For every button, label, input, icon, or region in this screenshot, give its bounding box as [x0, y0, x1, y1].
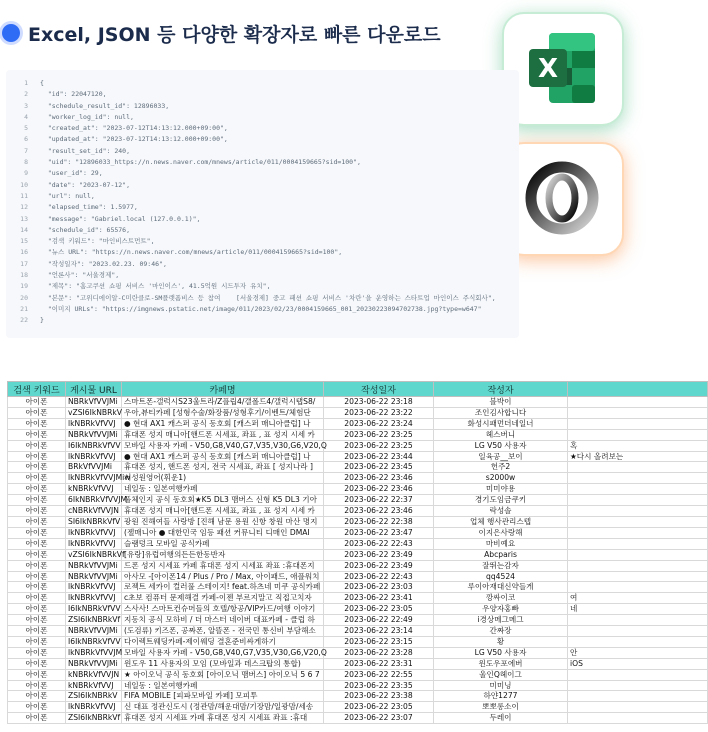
table-cell: 스마트폰-갤럭시S23울트라/Z플립4/갤폴드4/갤럭시탭S8/ — [122, 397, 324, 408]
table-cell: 헌주2 — [434, 462, 568, 473]
table-cell — [568, 473, 708, 484]
table-row — [8, 397, 708, 408]
table-cell: 네 — [568, 604, 708, 615]
table-cell: 2023-06-22 23:35 — [324, 680, 434, 691]
table-row — [8, 593, 708, 604]
code-text: "elapsed_time": 1.5977, — [40, 203, 138, 212]
table-cell: 윈도우포에버 — [434, 658, 568, 669]
code-line — [6, 281, 519, 292]
table-cell: 울인Q헤이그 — [434, 669, 568, 680]
table-cell: 로젝트 세카이 컬러풀 스테이지! feat.하츠네 미쿠 공식카페 — [122, 582, 324, 593]
table-cell: 2023-06-22 23:24 — [324, 418, 434, 429]
table-row — [8, 680, 708, 691]
table-cell — [568, 702, 708, 713]
table-cell: 2023-06-22 23:15 — [324, 636, 434, 647]
table-cell: 2023-06-22 23:05 — [324, 702, 434, 713]
code-text: } — [40, 316, 44, 325]
table-cell — [568, 636, 708, 647]
table-cell: kNBRkVfVVJ — [66, 680, 122, 691]
table-cell: 경기도임금쿠키 — [434, 495, 568, 506]
table-cell: 락성솔 — [434, 506, 568, 517]
line-number: 6 — [24, 135, 28, 144]
table-cell: lkNBRkVfVVJ — [66, 527, 122, 538]
json-download-card[interactable] — [502, 142, 624, 256]
table-cell: 휴대폰 성지 매니아[핸드폰 시세표, 좌표 , 표 성지 시세 카 — [122, 506, 324, 517]
table-cell: 업체 행사관리스텝 — [434, 516, 568, 527]
table-cell: kNBRkVfVVJ — [66, 484, 122, 495]
table-cell: vZSI6IkNBRkVf — [66, 549, 122, 560]
table-cell: lkNBRkVfVVJMiw — [66, 473, 122, 484]
table-cell: I6IkNBRkVfVV — [66, 440, 122, 451]
table-cell — [568, 462, 708, 473]
table-row — [8, 604, 708, 615]
table-cell: 드폰 성지 시세표 카페 휴대폰 성지 시세표 좌표 :휴대폰지 — [122, 560, 324, 571]
column-header: 검색 키워드 — [8, 382, 66, 397]
table-row — [8, 702, 708, 713]
table-cell — [568, 571, 708, 582]
code-text: "schedule_result_id": 12896033, — [40, 101, 170, 110]
table-cell: 아이폰 — [8, 429, 66, 440]
table-cell: ZSI6IkNBRkVf — [66, 713, 122, 724]
table-cell: 2023-06-22 23:41 — [324, 593, 434, 604]
table-cell: lkNBRkVfVVJ — [66, 418, 122, 429]
table-cell: NBRkVfVVJMi — [66, 658, 122, 669]
line-number: 15 — [20, 237, 28, 246]
table-cell: 아이폰 — [8, 506, 66, 517]
table-row — [8, 451, 708, 462]
table-cell: iOS — [568, 658, 708, 669]
table-cell: 네일동 : 일본여행카페 — [122, 680, 324, 691]
table-row — [8, 615, 708, 626]
table-cell: 혹 — [568, 440, 708, 451]
table-row — [8, 571, 708, 582]
code-text: "제목": "홈고쿠션 쇼핑 서비스 '마인이스', 41.5억원 시드투자 유치", — [40, 282, 271, 291]
table-cell: 서성원영어(휘운1) — [122, 473, 324, 484]
table-cell: 미미닝 — [434, 680, 568, 691]
table-cell: lkNBRkVfVVJ — [66, 593, 122, 604]
code-line — [6, 304, 519, 315]
table-cell: 이지은사랑해 — [434, 527, 568, 538]
table-cell: 아이폰 — [8, 713, 66, 724]
table-cell: ● 현대 AX1 캐스퍼 공식 동호회 [캐스퍼 매니아클럽] 나 — [122, 418, 324, 429]
code-text: "result_set_id": 240, — [40, 146, 131, 155]
code-line — [6, 123, 519, 134]
table-cell: 아이폰 — [8, 473, 66, 484]
result-table — [7, 381, 708, 724]
table-row — [8, 582, 708, 593]
table-cell — [568, 397, 708, 408]
column-header: 작성일자 — [324, 382, 434, 397]
table-cell: 아이폰 — [8, 538, 66, 549]
code-text: "schedule_id": 65576, — [40, 225, 131, 234]
table-cell — [568, 516, 708, 527]
table-cell: 아이폰 — [8, 440, 66, 451]
table-row — [8, 527, 708, 538]
table-cell: 간짜장 — [434, 626, 568, 637]
table-cell — [568, 549, 708, 560]
table-cell: 아사모 -[아이폰14 / Plus / Pro / Max, 아이패드, 애플워치 — [122, 571, 324, 582]
code-line — [6, 259, 519, 270]
table-cell: 2023-06-22 23:22 — [324, 407, 434, 418]
table-row — [8, 506, 708, 517]
table-row — [8, 418, 708, 429]
table-cell: 휴대폰 성지 시세표 카페 휴대폰 성지 시세표 좌표 :휴대 — [122, 713, 324, 724]
code-text: { — [40, 79, 44, 87]
line-number: 8 — [24, 158, 28, 167]
code-text: "updated_at": "2023-07-12T14:13:12.000+09:00", — [40, 135, 228, 144]
table-cell: cNBRkVfVVJN — [66, 506, 122, 517]
table-cell — [568, 560, 708, 571]
table-cell: kNBRkVfVVJN — [66, 669, 122, 680]
table-cell: 2023-06-22 22:43 — [324, 571, 434, 582]
table-cell: NBRkVfVVJMi — [66, 571, 122, 582]
code-text: "worker_log_id": null, — [40, 112, 134, 121]
table-row — [8, 484, 708, 495]
table-cell: 아이폰 — [8, 407, 66, 418]
table-cell: 아이폰 — [8, 647, 66, 658]
table-cell: 우아,뷰티카페 [성형수술/화장품/성형후기/이벤트/체험단 — [122, 407, 324, 418]
table-cell: 황 — [434, 636, 568, 647]
table-cell: lkNBRkVfVVJ — [66, 582, 122, 593]
line-number: 1 — [24, 79, 28, 87]
table-cell — [568, 418, 708, 429]
line-number: 10 — [20, 180, 28, 189]
table-cell: 여 — [568, 593, 708, 604]
line-number: 2 — [24, 90, 28, 99]
table-cell — [568, 506, 708, 517]
code-text: "이미지 URLs": "https://imgnews.pstatic.net/image/011/2023/02/23/0004159665_001_20230223094702738.jpg?type=w647" — [40, 304, 482, 313]
table-cell: 2023-06-22 23:14 — [324, 626, 434, 637]
line-number: 18 — [20, 271, 28, 280]
table-cell: 루이아재대신약들게 — [434, 582, 568, 593]
table-cell: 아이폰 — [8, 669, 66, 680]
code-text: "작성일자": "2023.02.23. 09:46", — [40, 259, 167, 268]
excel-download-card[interactable] — [502, 12, 624, 126]
table-cell: 안 — [568, 647, 708, 658]
table-cell: ★다시 올려보는 — [568, 451, 708, 462]
table-cell: 아이폰 — [8, 527, 66, 538]
table-cell: 2023-06-22 23:25 — [324, 429, 434, 440]
table-cell — [568, 538, 708, 549]
table-cell: 하얀1277 — [434, 691, 568, 702]
table-cell: I6IkNBRkVfVV — [66, 636, 122, 647]
table-row — [8, 516, 708, 527]
table-row — [8, 549, 708, 560]
table-cell: 아이폰 — [8, 397, 66, 408]
table-cell: 네일동 : 일본여행카페 — [122, 484, 324, 495]
code-line — [6, 236, 519, 247]
table-cell: [유랑]유럽여행의든든한동반자 — [122, 549, 324, 560]
bullet-dot-icon — [2, 24, 20, 42]
table-cell — [568, 626, 708, 637]
code-line — [6, 247, 519, 258]
code-line — [6, 112, 519, 123]
line-number: 21 — [20, 304, 28, 313]
table-row — [8, 658, 708, 669]
table-cell: 아이폰 — [8, 680, 66, 691]
table-cell — [568, 680, 708, 691]
line-number: 5 — [24, 124, 28, 133]
table-cell: 아이폰 — [8, 495, 66, 506]
table-cell: 잘뛰는감자 — [434, 560, 568, 571]
table-cell: 2023-06-22 23:46 — [324, 484, 434, 495]
table-cell — [568, 407, 708, 418]
table-row — [8, 626, 708, 637]
table-cell: 조인김사합니다 — [434, 407, 568, 418]
table-cell: lkNBRkVfVVJ — [66, 538, 122, 549]
table-cell: ZSI6IkNBRkV — [66, 691, 122, 702]
table-cell: 모바일 사용자 카페 - V50,G8,V40,G7,V35,V30,G6,V20,Q — [122, 647, 324, 658]
table-cell: 두레이 — [434, 713, 568, 724]
svg-text:X: X — [537, 54, 559, 84]
json-icon — [523, 159, 601, 237]
line-number: 12 — [20, 203, 28, 212]
table-cell: 아이폰 — [8, 484, 66, 495]
table-row — [8, 473, 708, 484]
json-code-preview — [6, 70, 519, 338]
table-cell: 아이폰 — [8, 462, 66, 473]
table-cell: 뽀뽀롱소이 — [434, 702, 568, 713]
table-cell: s2000w — [434, 473, 568, 484]
table-cell: Abcparis — [434, 549, 568, 560]
table-cell: 아이폰 — [8, 626, 66, 637]
table-cell: 모바일 사용자 카페 - V50,G8,V40,G7,V35,V30,G6,V20,Q — [122, 440, 324, 451]
table-cell: FIFA MOBILE [피파모바일 카페] 모피투 — [122, 691, 324, 702]
code-line — [6, 315, 519, 326]
table-cell: NBRkVfVVJMi — [66, 626, 122, 637]
table-cell: 아이폰 — [8, 451, 66, 462]
code-text: "created_at": "2023-07-12T14:13:12.000+09:00", — [40, 124, 228, 133]
table-cell: 스사사! 스마트컨슈머들의 호텔/항공/VIP카드/여행 이야기 — [122, 604, 324, 615]
table-cell: i경상메그메그 — [434, 615, 568, 626]
table-row — [8, 713, 708, 724]
column-header: 카페명 — [122, 382, 324, 397]
table-cell: qq4524 — [434, 571, 568, 582]
line-number: 16 — [20, 248, 28, 257]
table-cell: LG V50 사용자 — [434, 440, 568, 451]
table-cell: 2023-06-22 23:44 — [324, 451, 434, 462]
line-number: 7 — [24, 146, 28, 155]
table-row — [8, 462, 708, 473]
table-row — [8, 647, 708, 658]
line-number: 19 — [20, 282, 28, 291]
line-number: 9 — [24, 169, 28, 178]
table-cell: 2023-06-22 23:46 — [324, 506, 434, 517]
table-cell: 신 대표 정관신도시 (정관맘/해운대맘/기장맘/일광맘/세송 — [122, 702, 324, 713]
table-row — [8, 495, 708, 506]
table-cell: 아이폰 — [8, 418, 66, 429]
table-cell: 헤스버니 — [434, 429, 568, 440]
table-row — [8, 440, 708, 451]
table-row — [8, 691, 708, 702]
table-cell: NBRkVfVVJMi — [66, 429, 122, 440]
section-header — [0, 14, 441, 52]
code-line — [6, 191, 519, 202]
table-cell: 아이폰 — [8, 604, 66, 615]
code-line — [6, 146, 519, 157]
page-title: Excel, JSON 등 다양한 확장자로 빠른 다운로드 — [28, 23, 441, 46]
code-line — [6, 89, 519, 100]
column-header — [568, 382, 708, 397]
table-cell: SI6IkNBRkVfV — [66, 516, 122, 527]
table-cell: 아이폰 — [8, 571, 66, 582]
table-cell: 아이폰 — [8, 636, 66, 647]
table-cell — [568, 429, 708, 440]
table-cell: NBRkVfVVJMi — [66, 560, 122, 571]
table-cell: 2023-06-22 23:05 — [324, 604, 434, 615]
table-cell: lkNBRkVfVVJM — [66, 647, 122, 658]
table-cell: 화성시패먼더네일너 — [434, 418, 568, 429]
table-cell: 아이폰 — [8, 593, 66, 604]
table-cell: I6IkNBRkVfVV — [66, 604, 122, 615]
table-cell: lkNBRkVfVVJ — [66, 451, 122, 462]
line-number: 22 — [20, 316, 28, 325]
line-number: 11 — [20, 191, 28, 200]
table-cell: 2023-06-22 23:38 — [324, 691, 434, 702]
code-text: "id": 22047120, — [40, 90, 107, 99]
table-cell: 일육공__보이 — [434, 451, 568, 462]
table-cell: vZSI6IkNBRkV — [66, 407, 122, 418]
column-header: 작성자 — [434, 382, 568, 397]
table-cell: 블박이 — [434, 397, 568, 408]
table-cell: 윈도우 11 사용자의 모임 (모바일과 데스크탑의 통합) — [122, 658, 324, 669]
line-number: 14 — [20, 225, 28, 234]
column-header: 게시물 URL — [66, 382, 122, 397]
table-row — [8, 538, 708, 549]
table-cell: 아이폰 — [8, 691, 66, 702]
code-line — [6, 157, 519, 168]
table-cell: 미미야용 — [434, 484, 568, 495]
code-text: "url": null, — [40, 191, 95, 200]
excel-icon — [523, 29, 601, 107]
table-cell — [568, 691, 708, 702]
code-line — [6, 225, 519, 236]
code-line — [6, 180, 519, 191]
table-cell: 2023-06-22 23:46 — [324, 473, 434, 484]
table-cell: 아이폰 — [8, 658, 66, 669]
table-cell: 2023-06-22 22:37 — [324, 495, 434, 506]
table-cell: 다이렉트웨딩카페-제이웨딩 결혼준비싸게하기 — [122, 636, 324, 647]
table-cell: (도검류) 키즈폰, 공짜폰, 알뜰폰 - 전국민 통신비 부담해소 — [122, 626, 324, 637]
code-text: "message": "Gabriel.local (127.0.0.1)", — [40, 214, 201, 223]
table-cell: 아이폰 — [8, 560, 66, 571]
table-cell: 2023-06-22 23:25 — [324, 440, 434, 451]
table-header-row — [8, 382, 708, 397]
line-number: 4 — [24, 112, 28, 121]
table-cell: NBRkVfVVJMi — [66, 397, 122, 408]
line-number: 13 — [20, 214, 28, 223]
table-cell — [568, 615, 708, 626]
table-cell: 아이폰 — [8, 615, 66, 626]
table-row — [8, 429, 708, 440]
table-cell: 2023-06-22 22:55 — [324, 669, 434, 680]
table-row — [8, 636, 708, 647]
table-cell: 지동치 공식 모하비 / 더 마스터 네이버 대표카페 - 클럽 하 — [122, 615, 324, 626]
table-cell: 2023-06-22 23:49 — [324, 549, 434, 560]
table-cell — [568, 582, 708, 593]
table-cell: 광원 진해여들 사랑방 [진해 남문 용원 신항 창원 마산 명지 — [122, 516, 324, 527]
table-row — [8, 407, 708, 418]
line-number: 3 — [24, 101, 28, 110]
excel-table-preview — [7, 381, 658, 732]
table-cell: 아이폰 — [8, 549, 66, 560]
line-number: 17 — [20, 259, 28, 268]
table-cell: 6IkNBRkVfVVJM — [66, 495, 122, 506]
table-cell: 아이폰 — [8, 702, 66, 713]
code-text: "user_id": 29, — [40, 169, 103, 178]
table-cell: 2023-06-22 23:47 — [324, 527, 434, 538]
table-cell: 슬램덩크 모바일 공식카페 — [122, 538, 324, 549]
table-cell: ★ 아이오닉 공식 동호회 [아이오닉 맴버스] 아이오닉 5 6 7 — [122, 669, 324, 680]
table-cell: 2023-06-22 22:43 — [324, 538, 434, 549]
table-cell: 우양자홍빠 — [434, 604, 568, 615]
table-cell: LG V50 사용자 — [434, 647, 568, 658]
code-text: "검색 키워드": "마인비스트먼트", — [40, 237, 155, 246]
table-cell: 2023-06-22 23:49 — [324, 560, 434, 571]
table-cell: 아이폰 — [8, 516, 66, 527]
line-number: 20 — [20, 293, 28, 302]
table-cell: BRkVfVVJMi — [66, 462, 122, 473]
code-line — [6, 202, 519, 213]
code-text: "date": "2023-07-12", — [40, 180, 131, 189]
code-text: "본문": "고위디에이알-C미란클로-SM플랫폼비스 등 참여 [서울경제] 중고 패션 쇼핑 서비스 '차란'을 운영하는 스타트업 마인이스 주식회사", — [40, 293, 496, 302]
code-line — [6, 134, 519, 145]
table-cell: 2023-06-22 23:07 — [324, 713, 434, 724]
table-cell: c초보 컴퓨터 문제해결 카페-이젠 부르지말고 직접고치자 — [122, 593, 324, 604]
table-cell: 2023-06-22 23:18 — [324, 397, 434, 408]
table-cell — [568, 713, 708, 724]
table-cell: ZSI6IkNBRkVf — [66, 615, 122, 626]
table-cell — [568, 495, 708, 506]
table-cell: 2023-06-22 22:49 — [324, 615, 434, 626]
code-line — [6, 270, 519, 281]
table-cell — [568, 484, 708, 495]
table-row — [8, 669, 708, 680]
table-cell: 아이폰 — [8, 582, 66, 593]
code-text: "uid": "12896033_https://n.news.naver.com/mnews/article/011/0004159665?sid=100", — [40, 158, 361, 167]
code-line — [6, 101, 519, 112]
table-cell: 2023-06-22 23:03 — [324, 582, 434, 593]
code-text: "언론사": "서울경제", — [40, 271, 120, 280]
table-cell: 풀체인지 공식 동호회★K5 DL3 맴버스 신형 K5 DL3 기아 — [122, 495, 324, 506]
table-cell: 2023-06-22 23:45 — [324, 462, 434, 473]
table-row — [8, 560, 708, 571]
code-line — [6, 168, 519, 179]
table-cell: ● 현대 AX1 캐스퍼 공식 동호회 [캐스퍼 매니아클럽] 나 — [122, 451, 324, 462]
code-line — [6, 78, 519, 89]
code-line — [6, 214, 519, 225]
table-cell: 마비예요 — [434, 538, 568, 549]
code-line — [6, 293, 519, 304]
table-cell — [568, 669, 708, 680]
table-cell: 휴대폰 성지 매니아[핸드폰 시세표, 좌표 , 표 성지 시세 카 — [122, 429, 324, 440]
table-cell: lkNBRkVfVVJ — [66, 702, 122, 713]
table-cell — [568, 527, 708, 538]
table-cell: 2023-06-22 22:38 — [324, 516, 434, 527]
table-cell: (젤매니아 ● 대한민국 임등 패션 커뮤니티 디매인 DMAI — [122, 527, 324, 538]
code-text: "뉴스 URL": "https://n.news.naver.com/mnews/article/011/0004159665?sid=100", — [40, 248, 343, 257]
table-cell: 2023-06-22 23:28 — [324, 647, 434, 658]
table-cell: 휴대폰 성지, 핸드폰 성지, 전국 시세표, 좌표 [ 성지나라 ] — [122, 462, 324, 473]
table-cell: 2023-06-22 23:31 — [324, 658, 434, 669]
table-cell: 깡싸이코 — [434, 593, 568, 604]
